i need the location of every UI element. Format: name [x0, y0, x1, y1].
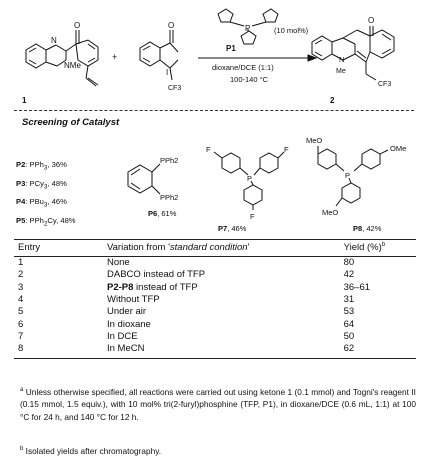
compound-1-structure: [26, 30, 98, 86]
cell-variation: In dioxane: [107, 318, 151, 330]
cell-variation: DABCO instead of TFP: [107, 269, 206, 281]
catalyst-loading: (10 mol%): [274, 26, 309, 35]
cell-yield: 36–61: [343, 281, 371, 293]
cell-entry: 4: [18, 294, 24, 306]
catalyst-item: P2: PPh$_3$, 36%: [16, 160, 67, 172]
i-label: I: [166, 68, 169, 77]
cell-yield: 53: [343, 306, 355, 318]
plus-sign: +: [112, 52, 118, 62]
me-label: Me: [336, 68, 346, 75]
p8-meo-bottom: MeO: [322, 208, 339, 217]
cell-entry: 2: [18, 269, 24, 281]
header-variation: Variation from 'standard condition': [103, 240, 340, 257]
p7-f-bottom: F: [250, 212, 255, 221]
cell-yield: 42: [343, 269, 355, 281]
table-row: [14, 331, 416, 343]
table-row: [14, 306, 416, 318]
p8-meo-top: MeO: [306, 136, 323, 145]
p6-label: P6, 61%: [148, 209, 177, 218]
section-divider: [14, 110, 414, 111]
catalyst-list: [16, 157, 76, 231]
conditions-solvent: dioxane/DCE (1:1): [212, 63, 274, 72]
p8-structure: [318, 146, 388, 206]
cell-entry: 1: [18, 257, 24, 269]
p7-f-right: F: [284, 145, 289, 154]
n-label: N: [51, 36, 57, 45]
p7-f-left: F: [206, 145, 211, 154]
cell-variation: In DCE: [107, 330, 138, 342]
p6-pph2-top: PPh2: [160, 156, 179, 165]
footnote-a: $^a$ Unless otherwise specified, all reactions were carried out using ketone 1 (0.1 mmol) and Togni's reagent II (0.15 mmol, 1.5 equiv.), with 10 mol% tri(2-furyl)phosphine (TFP, P1), in dioxane/DCE (0.6 mL, 1:1) at 100 °C for 24 h, and 140 °C for 12 h.: [20, 386, 416, 422]
cell-variation: In MeCN: [103, 343, 340, 358]
p6-pph2-bottom: PPh2: [160, 193, 179, 202]
table-row: [14, 269, 416, 281]
cell-entry: 6: [18, 318, 24, 330]
table-row: [14, 282, 416, 294]
compound-2-structure: [312, 26, 394, 80]
results-table: [14, 239, 416, 359]
header-entry: Entry: [14, 240, 103, 257]
screening-title: Screening of Catalyst: [22, 117, 120, 128]
cell-yield: 62: [340, 343, 416, 358]
o-label-3: O: [368, 16, 375, 25]
catalyst-item: P3: PCy$_3$, 48%: [16, 178, 67, 191]
reaction-scheme: [0, 0, 430, 108]
catalyst-item: P4: PBu$_3$, 46%: [16, 197, 67, 209]
compound-1-label: 1: [22, 96, 27, 105]
header-yield: Yield (%)$^b$: [340, 240, 416, 257]
cell-yield: 31: [343, 294, 355, 306]
p7-label: P7, 46%: [218, 224, 247, 233]
table-header-row: [14, 240, 416, 257]
cell-entry: 5: [18, 306, 24, 318]
table-row: [14, 319, 416, 331]
cf3-product: CF3: [378, 81, 392, 88]
cell-variation: None: [107, 257, 130, 269]
o-label-1: O: [74, 21, 81, 30]
table-row: [14, 294, 416, 306]
p-label: P: [245, 24, 251, 33]
cell-variation: P2-P8 instead of TFP: [107, 281, 198, 293]
cf3-togni: CF3: [168, 85, 182, 92]
footnote-b: $^b$ Isolated yields after chromatography.: [20, 445, 162, 456]
table-row: [14, 343, 416, 358]
compound-2-label: 2: [330, 96, 335, 105]
table-row: [14, 257, 416, 270]
catalyst-item: P5: PPh$_2$Cy, 48%: [16, 215, 76, 228]
p8-label: P8, 42%: [353, 224, 382, 233]
p6-structure: [128, 164, 160, 194]
n-label-2: N: [339, 55, 345, 64]
cell-yield: 80: [343, 257, 355, 269]
o-label-2: O: [168, 21, 175, 30]
cell-yield: 64: [343, 318, 355, 330]
cell-entry: 3: [18, 281, 24, 293]
cell-variation: Under air: [107, 306, 147, 318]
p8-p: P: [345, 171, 351, 180]
cell-variation: Without TFP: [107, 294, 160, 306]
p8-ome-right: OMe: [390, 144, 407, 153]
cell-entry: 7: [18, 330, 24, 342]
togni-reagent-structure: [140, 30, 178, 80]
cell-entry: 8: [14, 343, 103, 358]
nme-label: NMe: [64, 61, 81, 70]
conditions-temp: 100-140 °C: [230, 75, 269, 84]
p7-p: P: [247, 174, 253, 183]
catalyst-label: P1: [226, 44, 236, 53]
cell-yield: 50: [343, 330, 355, 342]
